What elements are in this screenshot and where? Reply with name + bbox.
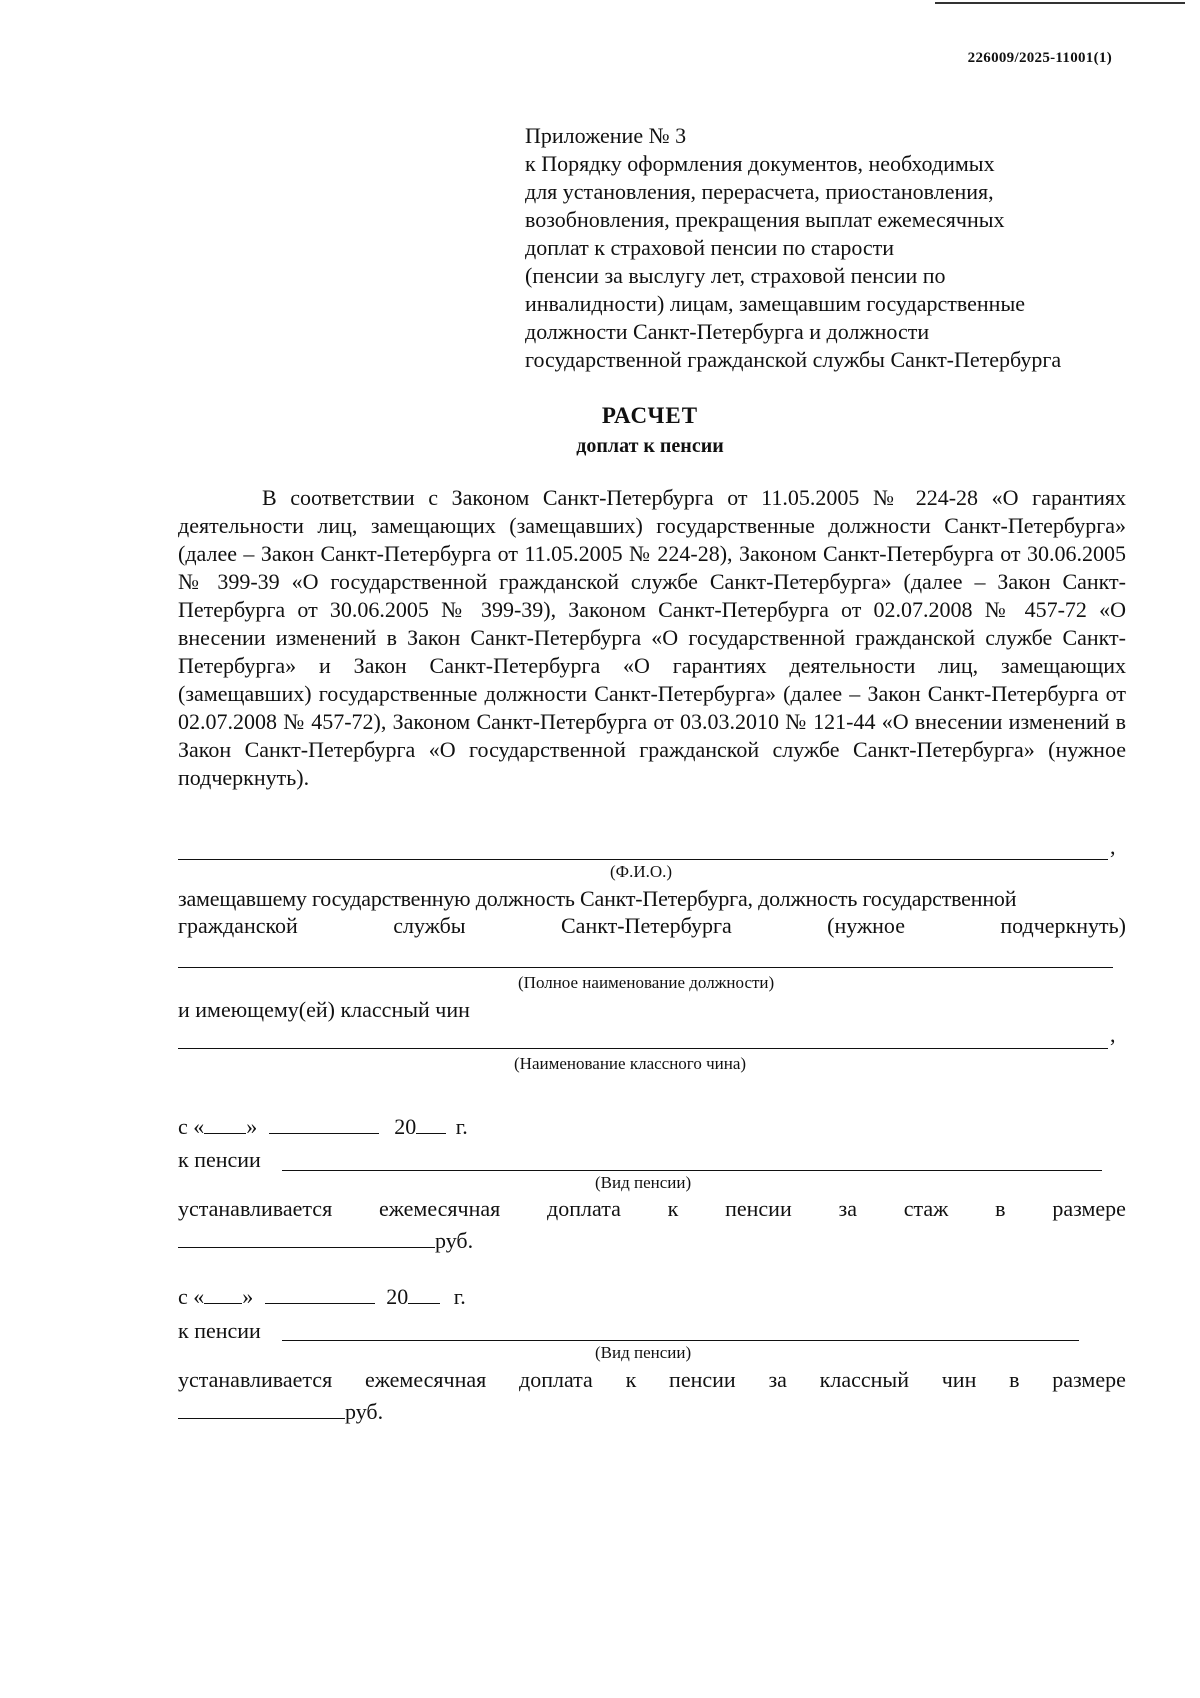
annex-line: инвалидности) лицам, замещавшим государственные bbox=[525, 291, 1025, 316]
payment-word: пенсии bbox=[669, 1367, 736, 1392]
month-input-2[interactable] bbox=[265, 1285, 375, 1304]
date-row-2: с « » 20 г. bbox=[178, 1284, 466, 1309]
payment-word: ежемесячная bbox=[364, 1367, 487, 1392]
annex-line: Приложение № 3 bbox=[525, 123, 687, 148]
annex-line: для установления, перерасчета, приостановления, bbox=[525, 179, 994, 204]
payment-text-2 bbox=[178, 1367, 1126, 1393]
annex-line: доплат к страховой пенсии по старости bbox=[525, 235, 895, 260]
payment-word: размере bbox=[1052, 1367, 1126, 1392]
scan-edge-line bbox=[935, 2, 1185, 4]
position-word: гражданской bbox=[178, 913, 298, 938]
payment-word: доплата bbox=[519, 1367, 593, 1392]
document-title: РАСЧЕТ bbox=[601, 403, 699, 428]
fio-caption: (Ф.И.О.) bbox=[610, 862, 673, 881]
pension-type-input-2[interactable] bbox=[282, 1340, 1079, 1341]
payment-word: в bbox=[1009, 1367, 1020, 1392]
annex-header bbox=[525, 122, 1061, 374]
year-input-2[interactable] bbox=[408, 1285, 440, 1304]
payment-word: к bbox=[625, 1367, 637, 1392]
rank-text: и имеющему(ей) классный чин bbox=[178, 997, 470, 1022]
day-input-2[interactable] bbox=[204, 1285, 242, 1304]
payment-word: к bbox=[667, 1196, 679, 1221]
payment-word: пенсии bbox=[725, 1196, 792, 1221]
annex-line: возобновления, прекращения выплат ежемесячных bbox=[525, 207, 1005, 232]
day-input-1[interactable] bbox=[204, 1115, 246, 1134]
payment-word: размере bbox=[1052, 1196, 1126, 1221]
annex-line: (пенсии за выслугу лет, страховой пенсии по bbox=[525, 263, 946, 288]
annex-line: государственной гражданской службы Санкт-Петербурга bbox=[525, 347, 1062, 372]
pension-type-input-1[interactable] bbox=[282, 1170, 1102, 1171]
document-subtitle: доплат к пенсии bbox=[576, 435, 724, 457]
month-input-1[interactable] bbox=[269, 1115, 379, 1134]
annex-line: к Порядку оформления документов, необходимых bbox=[525, 151, 995, 176]
rank-input-line[interactable] bbox=[178, 1048, 1108, 1049]
fio-input-line[interactable] bbox=[178, 859, 1108, 860]
payment-word: устанавливается bbox=[178, 1367, 333, 1392]
year-input-1[interactable] bbox=[416, 1115, 446, 1134]
position-word: Санкт-Петербурга bbox=[561, 913, 732, 938]
payment-word: устанавливается bbox=[178, 1196, 333, 1221]
position-word: службы bbox=[393, 913, 466, 938]
amount-input-1[interactable] bbox=[178, 1229, 435, 1248]
position-caption: (Полное наименование должности) bbox=[518, 973, 775, 992]
payment-word: в bbox=[995, 1196, 1006, 1221]
pension-label-2: к пенсии bbox=[178, 1318, 261, 1343]
payment-word: за bbox=[838, 1196, 857, 1221]
amount-row-1: руб. bbox=[178, 1228, 473, 1254]
pension-caption-1: (Вид пенсии) bbox=[595, 1173, 692, 1192]
rank-caption: (Наименование классного чина) bbox=[514, 1054, 747, 1073]
payment-text-1 bbox=[178, 1196, 1126, 1222]
payment-word: за bbox=[768, 1367, 787, 1392]
position-word: подчеркнуть) bbox=[1000, 913, 1126, 938]
payment-word: ежемесячная bbox=[378, 1196, 501, 1221]
fio-comma: , bbox=[1110, 834, 1116, 859]
position-input-line[interactable] bbox=[178, 967, 1113, 968]
date-row-1: с « » 20 г. bbox=[178, 1114, 468, 1139]
position-text-line2 bbox=[178, 913, 1126, 939]
amount-row-2: руб. bbox=[178, 1399, 383, 1425]
pension-label-1: к пенсии bbox=[178, 1147, 261, 1172]
position-word: (нужное bbox=[827, 913, 905, 938]
annex-line: должности Санкт-Петербурга и должности bbox=[525, 319, 930, 344]
amount-input-2[interactable] bbox=[178, 1400, 345, 1419]
document-number: 226009/2025-11001(1) bbox=[967, 50, 1112, 66]
legal-basis-paragraph: В соответствии с Законом Санкт-Петербурга от 11.05.2005 № 224-28 «О гарантиях деятельности лиц, замещающих (замещавших) государственные должности Санкт-Петербурга» (далее – Закон Санкт-Петербурга от 11.05.2005 № 224-28), Законом Санкт-Петербурга от 30.06.2005 № 399-39 «О государственной гражданской службе Санкт-Петербурга» (далее – Закон Санкт-Петербурга от 30.06.2005 № 399-39), Законом Санкт-Петербурга от 02.07.2008 № 457-72 «О внесении изменений в Закон Санкт-Петербурга «О государственной гражданской службе Санкт-Петербурга» и Закон Санкт-Петербурга «О гарантиях деятельности лиц, замещающих (замещавших) государственные должности Санкт-Петербурга» (далее – Закон Санкт-Петербурга от 02.07.2008 № 457-72), Законом Санкт-Петербурга от 03.03.2010 № 121-44 «О внесении изменений в Закон Санкт-Петербурга «О государственной гражданской службе Санкт-Петербурга» (нужное подчеркнуть). bbox=[178, 485, 1126, 790]
payment-word: классный bbox=[819, 1367, 909, 1392]
payment-word: доплата bbox=[547, 1196, 621, 1221]
rank-comma: , bbox=[1110, 1022, 1116, 1047]
payment-word: стаж bbox=[903, 1196, 949, 1221]
pension-caption-2: (Вид пенсии) bbox=[595, 1343, 692, 1362]
position-text-line1: замещавшему государственную должность Санкт-Петербурга, должность государственной bbox=[178, 886, 1017, 911]
payment-word: чин bbox=[941, 1367, 977, 1392]
